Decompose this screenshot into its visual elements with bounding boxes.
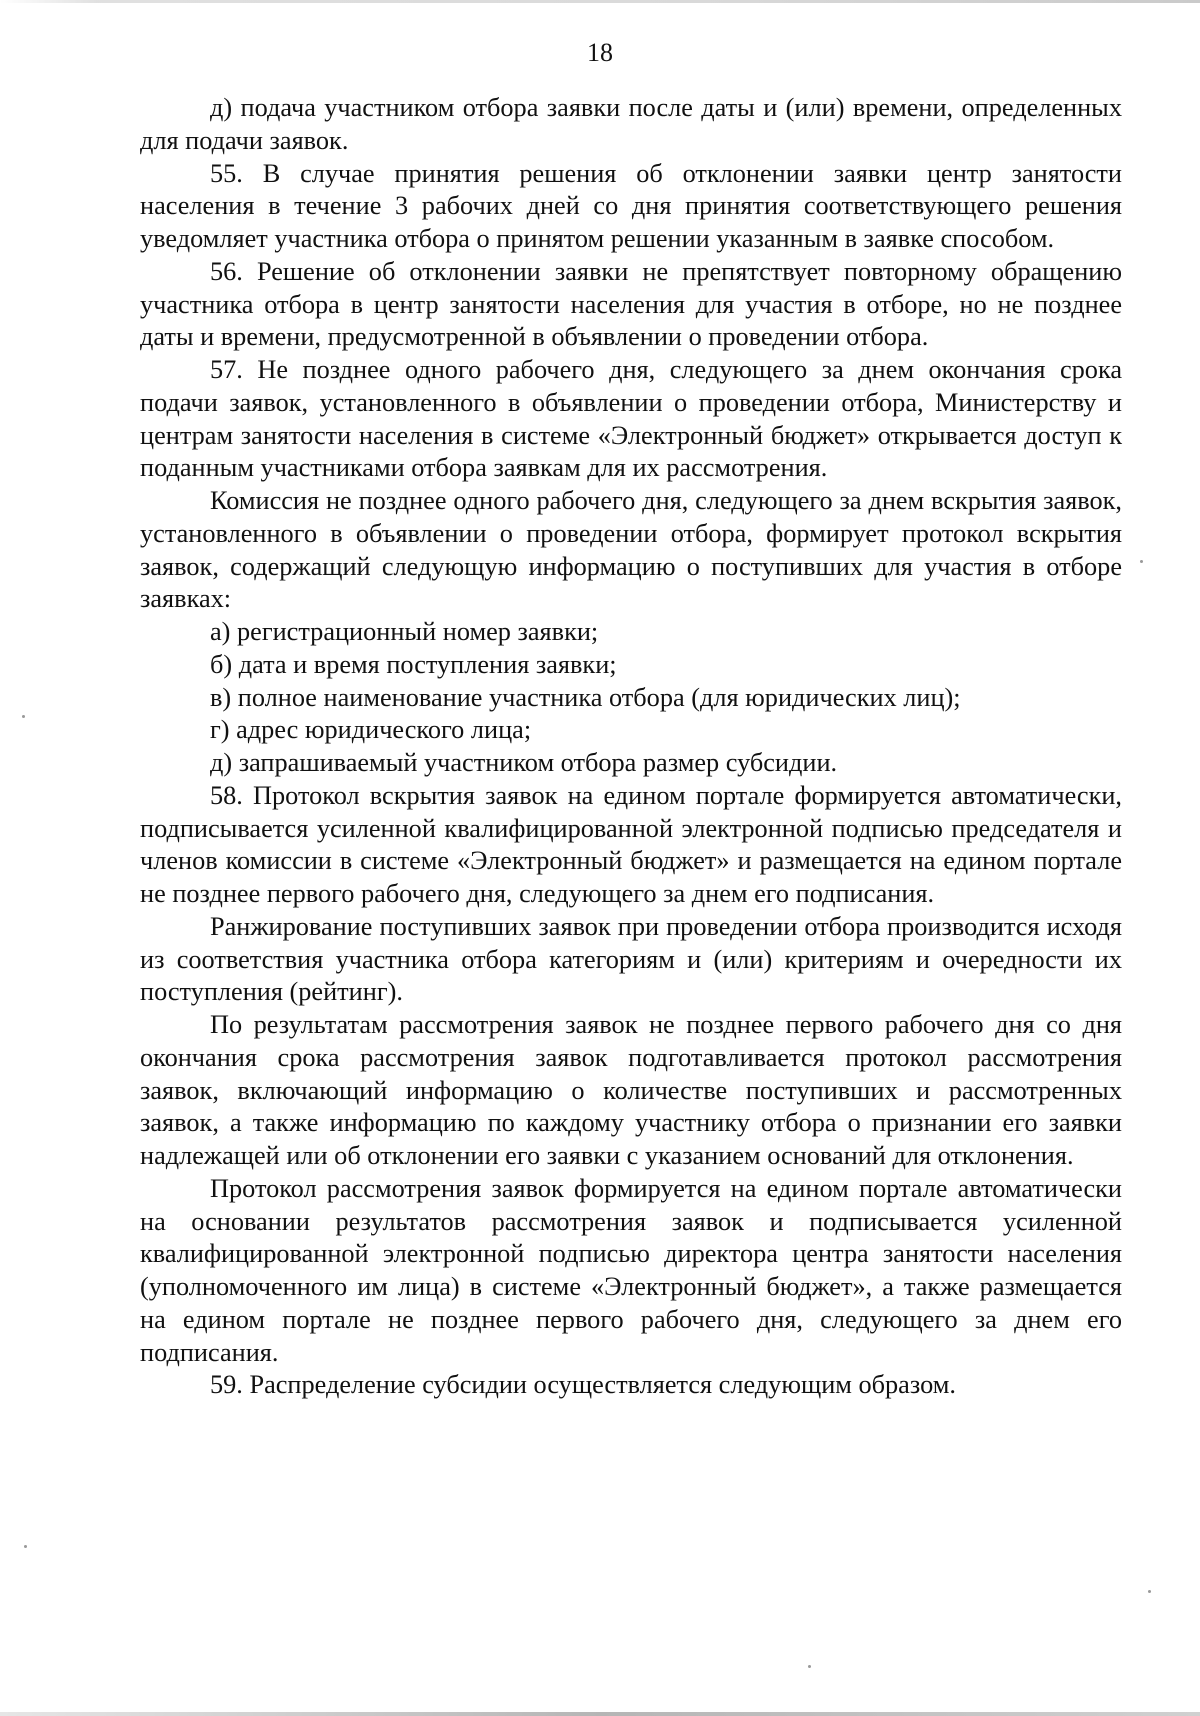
- scan-speck: [22, 715, 25, 718]
- scan-speck: [1140, 560, 1143, 563]
- paragraph-ranking: Ранжирование поступивших заявок при проведении отбора производится исходя из соответствия участника отбора категориям и (или) критериям и очередности их поступления (рейтинг).: [140, 911, 1122, 1007]
- paragraph-56: 56. Решение об отклонении заявки не препятствует повторному обращению участника отбора в центр занятости населения для участия в отборе, но не позднее даты и времени, предусмотренной в объявлении о проведении отбора.: [140, 256, 1122, 352]
- paragraph-58: 58. Протокол вскрытия заявок на едином портале формируется автоматически, подписывается усиленной квалифицированной электронной подписью председателя и членов комиссии в системе «Электронный бюджет» и размещается на едином портале не позднее первого рабочего дня, следующего за днем его подписания.: [140, 780, 1122, 908]
- paragraph-commission-protocol: Комиссия не позднее одного рабочего дня, следующего за днем вскрытия заявок, установленного в объявлении о проведении отбора, формирует протокол вскрытия заявок, содержащий следующую информацию о поступивших для участия в отборе заявках:: [140, 486, 1122, 614]
- list-item-a: а) регистрационный номер заявки;: [210, 617, 599, 646]
- paragraph-review-results: По результатам рассмотрения заявок не позднее первого рабочего дня со дня окончания срока рассмотрения заявок подготавливается протокол рассмотрения заявок, включающий информацию о количестве поступивших и рассмотренных заявок, а также информацию по каждому участнику отбора о признании его заявки надлежащей или об отклонении его заявки с указанием оснований для отклонения.: [140, 1010, 1122, 1170]
- paragraph-59: 59. Распределение субсидии осуществляется следующим образом.: [210, 1370, 956, 1400]
- scan-top-edge: [0, 0, 1200, 3]
- list-item-b: б) дата и время поступления заявки;: [210, 649, 617, 679]
- paragraph-review-protocol: Протокол рассмотрения заявок формируется на едином портале автоматически на основании результатов рассмотрения заявок и подписывается усиленной квалифицированной электронной подписью директора центра занятости населения (уполномоченного им лица) в системе «Электронный бюджет», а также размещается на едином портале не позднее первого рабочего дня, следующего за днем его подписания.: [140, 1173, 1122, 1367]
- list-item-d: д) запрашиваемый участником отбора размер субсидии.: [210, 748, 838, 777]
- scan-speck: [24, 1545, 27, 1548]
- document-body: [140, 92, 1122, 1402]
- page-number: 18: [587, 38, 613, 67]
- list-item-g: г) адрес юридического лица;: [210, 715, 532, 745]
- scan-speck: [1148, 1590, 1151, 1593]
- paragraph-55: 55. В случае принятия решения об отклонении заявки центр занятости населения в течение 3 рабочих дней со дня принятия соответствующего решения уведомляет участника отбора о принятом решении указанным в заявке способом.: [140, 158, 1122, 253]
- paragraph-item-d-submission: д) подача участником отбора заявки после даты и (или) времени, определенных для подачи заявок.: [140, 93, 1122, 155]
- list-item-v: в) полное наименование участника отбора (для юридических лиц);: [210, 682, 961, 712]
- paragraph-57: 57. Не позднее одного рабочего дня, следующего за днем окончания срока подачи заявок, установленного в объявлении о проведении отбора, Министерству и центрам занятости населения в системе «Электронный бюджет» открывается доступ к поданным участниками отбора заявкам для их рассмотрения.: [140, 355, 1122, 483]
- scan-speck: [808, 1665, 811, 1668]
- scan-bottom-edge: [0, 1712, 1200, 1716]
